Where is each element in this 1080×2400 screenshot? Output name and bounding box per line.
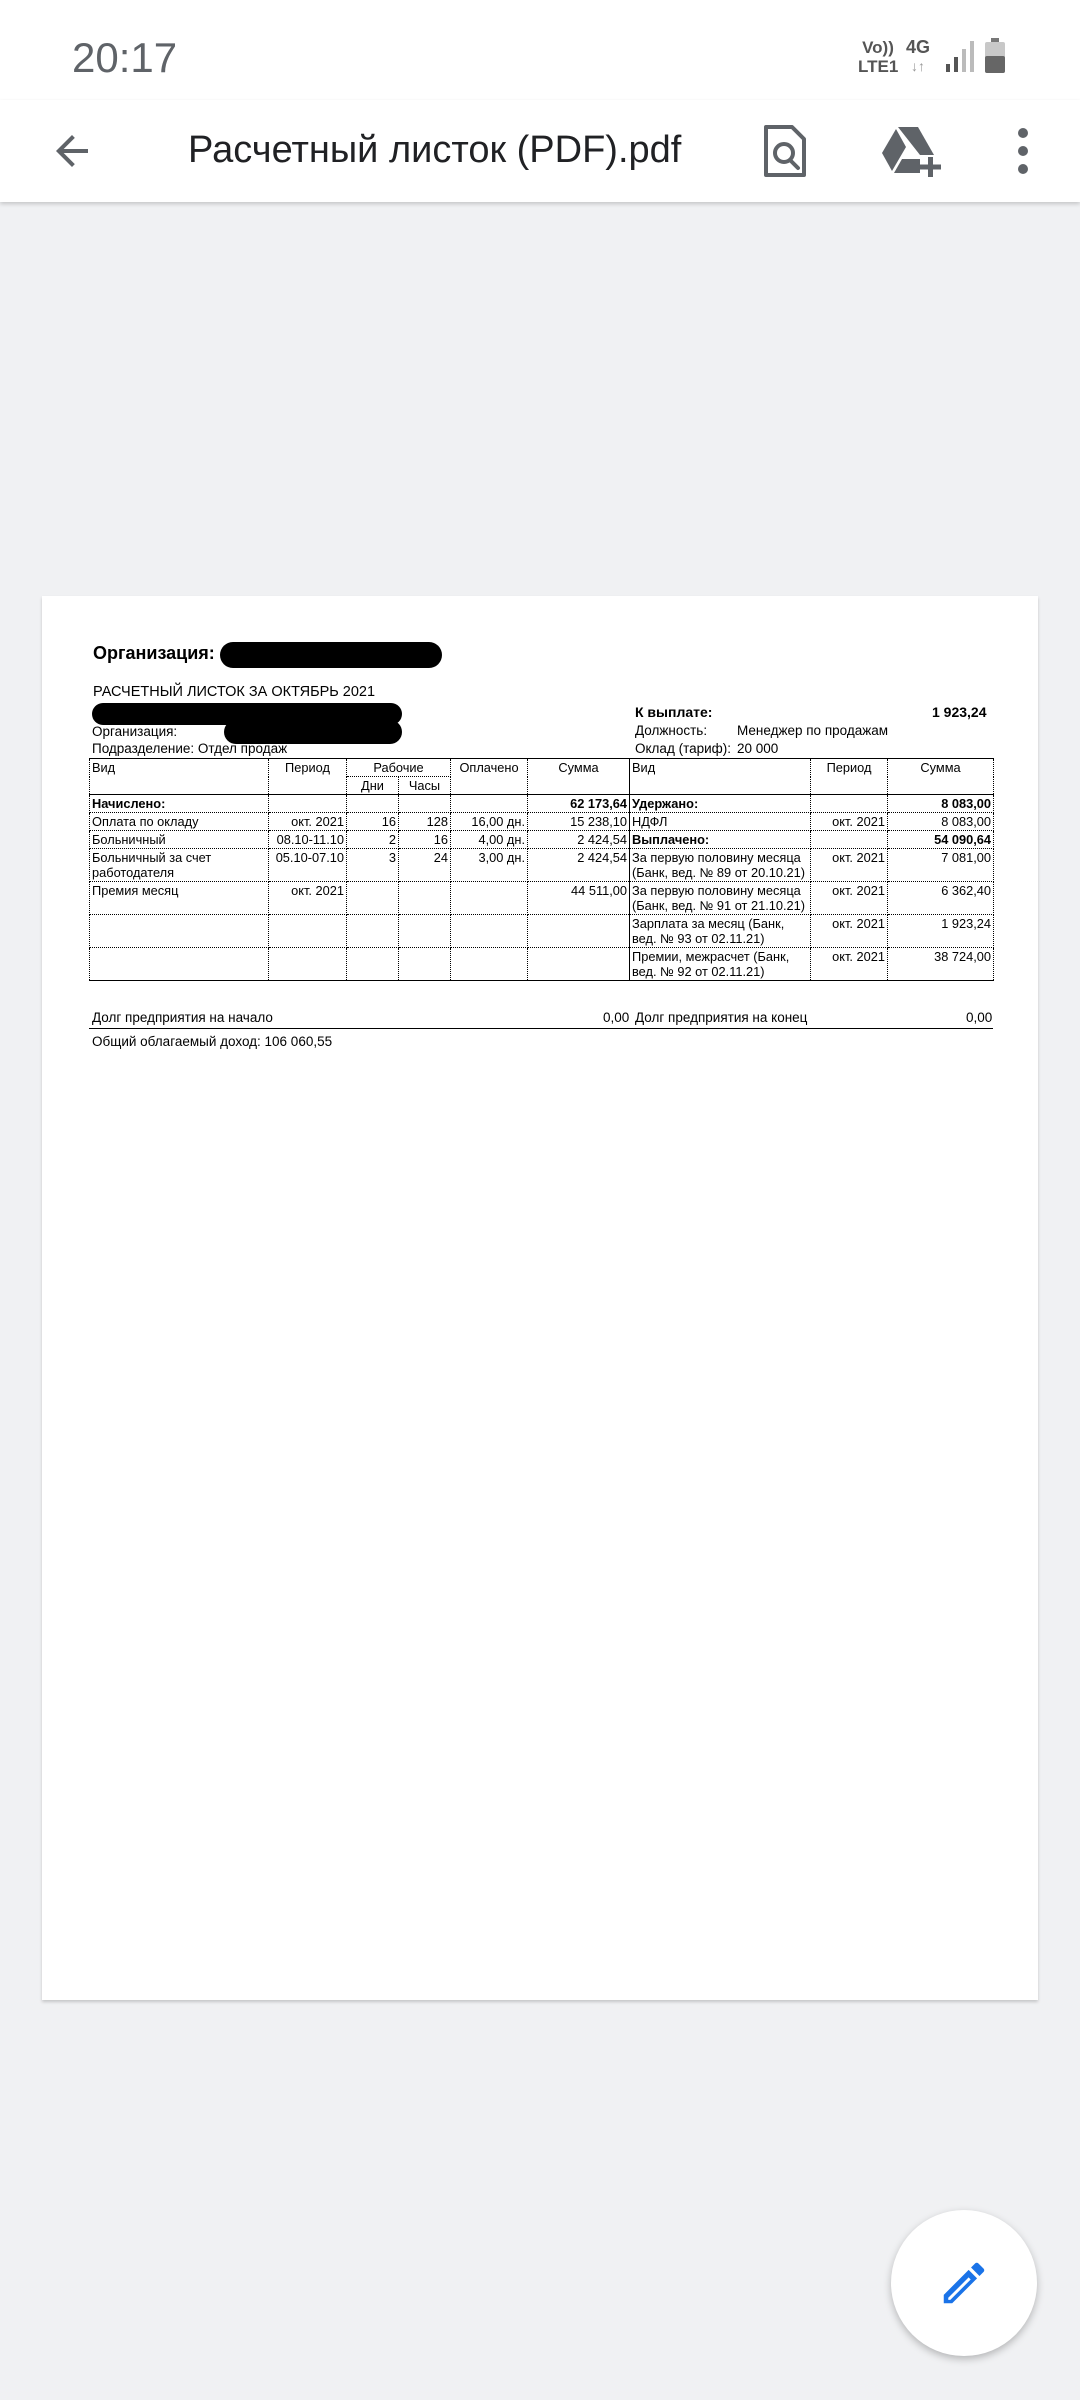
cell-sum: [528, 948, 630, 981]
cell-vid-right: За первую половину месяца (Банк, вед. № 91 от 21.10.21): [630, 882, 811, 915]
col-header-period: Период: [269, 759, 347, 795]
col-header-paid: Оплачено: [451, 759, 528, 795]
cell-paid: 16,00 дн.: [451, 813, 528, 831]
cell-sum: 15 238,10: [528, 813, 630, 831]
cell-sum: 2 424,54: [528, 831, 630, 849]
cell-sum-right: 6 362,40: [888, 882, 994, 915]
cell-days: 3: [347, 849, 399, 882]
clock: 20:17: [72, 34, 178, 81]
cell-period-right: окт. 2021: [811, 882, 888, 915]
battery-icon: [984, 38, 1006, 74]
cell-vid-right: Удержано:: [630, 795, 811, 813]
cell-vid: [90, 915, 269, 948]
cell-days: [347, 795, 399, 813]
cell-vid: Премия месяц: [90, 882, 269, 915]
cell-paid: [451, 948, 528, 981]
cell-sum: [528, 915, 630, 948]
cell-vid: Оплата по окладу: [90, 813, 269, 831]
cell-period: [269, 915, 347, 948]
col-header-vid-right: Вид: [630, 759, 811, 795]
debt-start-value: 0,00: [603, 1010, 630, 1025]
division: Подразделение: Отдел продаж: [92, 741, 288, 756]
cell-hours: 24: [399, 849, 451, 882]
cell-sum: 62 173,64: [528, 795, 630, 813]
debt-start-label: Долг предприятия на начало: [92, 1010, 273, 1025]
cell-sum-right: 1 923,24: [888, 915, 994, 948]
cell-period-right: [811, 831, 888, 849]
volte-indicator: Vo)) LTE1: [858, 38, 899, 76]
org-label: Организация:: [92, 724, 178, 739]
cell-days: [347, 915, 399, 948]
cell-hours: [399, 882, 451, 915]
table-row: [90, 915, 994, 948]
cell-period: 05.10-07.10: [269, 849, 347, 882]
col-header-days: Дни: [347, 777, 399, 795]
edit-fab-button[interactable]: [891, 2210, 1037, 2356]
cell-vid-right: Премии, межрасчет (Банк, вед. № 92 от 02.11.21): [630, 948, 811, 981]
position-label: Должность:: [635, 723, 708, 738]
cell-sum-right: 8 083,00: [888, 795, 994, 813]
cell-days: 2: [347, 831, 399, 849]
cell-paid: 3,00 дн.: [451, 849, 528, 882]
cell-hours: 128: [399, 813, 451, 831]
cell-vid: Больничный: [90, 831, 269, 849]
cell-sum: 44 511,00: [528, 882, 630, 915]
cell-sum-right: 54 090,64: [888, 831, 994, 849]
edit-pencil-icon: [937, 2256, 991, 2310]
to-pay-label: К выплате:: [635, 704, 713, 720]
back-button[interactable]: [27, 100, 117, 202]
status-bar: [0, 0, 1080, 100]
cell-vid-right: НДФЛ: [630, 813, 811, 831]
cell-hours: [399, 795, 451, 813]
cell-paid: 4,00 дн.: [451, 831, 528, 849]
col-header-period-right: Период: [811, 759, 888, 795]
payslip-table: [89, 758, 994, 981]
table-row: [90, 948, 994, 981]
add-to-drive-button[interactable]: [867, 100, 957, 202]
find-in-document-button[interactable]: [740, 100, 830, 202]
cell-period: [269, 948, 347, 981]
salary-value: 20 000: [737, 741, 779, 756]
cell-hours: 16: [399, 831, 451, 849]
cell-sum-right: 7 081,00: [888, 849, 994, 882]
cell-vid-right: За первую половину месяца (Банк, вед. № 89 от 20.10.21): [630, 849, 811, 882]
redaction-mark: [220, 642, 442, 668]
pdf-page[interactable]: [42, 596, 1038, 2000]
cell-period-right: окт. 2021: [811, 849, 888, 882]
col-header-hours: Часы: [399, 777, 451, 795]
table-row: [90, 849, 994, 882]
cell-period: [269, 795, 347, 813]
more-options-button[interactable]: [978, 100, 1068, 202]
arrow-back-icon: [48, 127, 96, 175]
debt-end-label: Долг предприятия на конец: [635, 1010, 808, 1025]
cell-period: окт. 2021: [269, 882, 347, 915]
cell-period-right: окт. 2021: [811, 915, 888, 948]
cell-sum-right: 8 083,00: [888, 813, 994, 831]
debt-end-value: 0,00: [966, 1010, 993, 1025]
cell-paid: [451, 795, 528, 813]
add-to-drive-icon: [880, 123, 944, 179]
signal-icon: [944, 40, 974, 72]
divider: [89, 1028, 993, 1029]
to-pay-value: 1 923,24: [932, 704, 987, 720]
table-row: [90, 813, 994, 831]
cell-vid: [90, 948, 269, 981]
cell-vid: Больничный за счет работодателя: [90, 849, 269, 882]
app-bar: [0, 100, 1080, 202]
cell-hours: [399, 915, 451, 948]
col-header-sum-right: Сумма: [888, 759, 994, 795]
position-value: Менеджер по продажам: [737, 723, 889, 738]
col-header-vid: Вид: [90, 759, 269, 795]
sheet-title: РАСЧЕТНЫЙ ЛИСТОК ЗА ОКТЯБРЬ 2021: [93, 684, 376, 700]
cell-period-right: окт. 2021: [811, 948, 888, 981]
salary-label: Оклад (тариф):: [635, 741, 732, 756]
document-title: Расчетный листок (PDF).pdf: [188, 129, 682, 171]
cell-days: 16: [347, 813, 399, 831]
mobile-data-indicator: 4G ↓↑: [906, 37, 931, 74]
cell-period: окт. 2021: [269, 813, 347, 831]
cell-sum: 2 424,54: [528, 849, 630, 882]
table-row: [90, 882, 994, 915]
document-search-icon: [760, 123, 810, 179]
cell-days: [347, 882, 399, 915]
col-header-working: Рабочие: [347, 759, 451, 777]
cell-period-right: [811, 795, 888, 813]
table-row: [90, 831, 994, 849]
total-taxable-income: Общий облагаемый доход: 106 060,55: [92, 1034, 333, 1049]
cell-period: 08.10-11.10: [269, 831, 347, 849]
cell-paid: [451, 915, 528, 948]
cell-hours: [399, 948, 451, 981]
more-vert-icon: [1015, 127, 1031, 175]
org-heading: Организация:: [93, 643, 215, 663]
cell-vid: Начислено:: [90, 795, 269, 813]
col-header-sum: Сумма: [528, 759, 630, 795]
cell-period-right: окт. 2021: [811, 813, 888, 831]
table-row: [90, 795, 994, 813]
cell-vid-right: Зарплата за месяц (Банк, вед. № 93 от 02.11.21): [630, 915, 811, 948]
cell-vid-right: Выплачено:: [630, 831, 811, 849]
cell-sum-right: 38 724,00: [888, 948, 994, 981]
cell-paid: [451, 882, 528, 915]
cell-days: [347, 948, 399, 981]
